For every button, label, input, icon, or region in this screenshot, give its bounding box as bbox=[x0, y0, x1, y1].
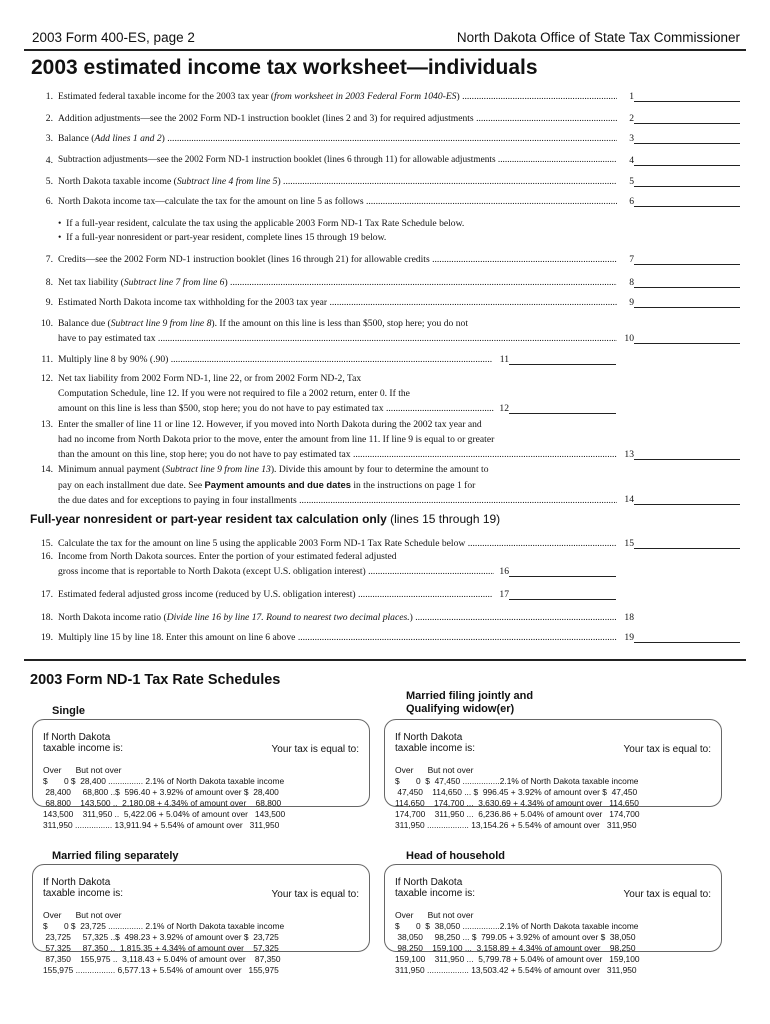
line-3-input[interactable] bbox=[634, 131, 740, 144]
bullet-nonresident: • If a full-year nonresident or part-year resident, complete lines 15 through 19 below. bbox=[58, 232, 387, 243]
schedule-single: If North Dakota taxable income is: Your tax is equal to: Over But not over $ 0 $ 28,400 ............... 2.1% of North Dakota taxable income 28,400 68,800 ..$ 596.40 + 3.92% of amount over $ 28,400 68,800 143,500 .. 2,180.08 + 4.34% of amount over 68,800 143,500 311,950 .. 5,422.06 + 5.04% of amount over 143,500 311,950 ................ 13,911.94 + 5.54% of amount over 311,950 bbox=[32, 719, 370, 807]
schedules-title: 2003 Form ND-1 Tax Rate Schedules bbox=[30, 672, 281, 688]
form-page-label: 2003 Form 400-ES, page 2 bbox=[32, 30, 195, 45]
table-row: 38,050 98,250 ... $ 799.05 + 3.92% of amount over $ 38,050 bbox=[395, 932, 636, 942]
line-16-input[interactable] bbox=[509, 564, 616, 577]
schedule-head-of-household-label: Head of household bbox=[402, 850, 509, 863]
top-rule bbox=[24, 49, 746, 51]
worksheet-line-2: 2. Addition adjustments—see the 2002 Form ND-1 instruction booklet (lines 2 and 3) for required adjustments ..... 2 bbox=[30, 111, 745, 126]
worksheet-line-1: 1. Estimated federal taxable income for the 2003 tax year (from worksheet in 2003 Federal Form 1040-ES) ..... 1 bbox=[30, 89, 745, 104]
schedule-married-separate-label: Married filing separately bbox=[48, 850, 183, 863]
section-rule bbox=[24, 659, 746, 661]
table-row: $ 0 $ 47,450 ................2.1% of North Dakota taxable income bbox=[395, 776, 639, 786]
line-7-input[interactable] bbox=[634, 252, 740, 265]
table-row: 155,975 ................. 6,577.13 + 5.54% of amount over 155,975 bbox=[43, 965, 279, 975]
line-1-input[interactable] bbox=[634, 89, 740, 102]
line-5-input[interactable] bbox=[634, 174, 740, 187]
schedule-married-separate: If North Dakota taxable income is: Your tax is equal to: Over But not over $ 0 $ 23,725 ............... 2.1% of North Dakota taxable income 23,725 57,325 ..$ 498.23 + 3.92% of amount over $ 23,725 57,325 87,350 .. 1,815.35 + 4.34% of amount over 57,325 87,350 155,975 .. 3,118.43 + 5.04% of amount over 87,350 155,975 ................. 6,577.13 + 5.54% of amount over 155,975 bbox=[32, 864, 370, 952]
table-row: 87,350 155,975 .. 3,118.43 + 5.04% of amount over 87,350 bbox=[43, 954, 281, 964]
nonresident-section-heading: Full-year nonresident or part-year resident tax calculation only (lines 15 through 19) bbox=[30, 512, 501, 526]
worksheet-line-4: 4. Subtraction adjustments—see the 2002 Form ND-1 instruction booklet (lines 6 through 11) for allowable adjustments ..... 4 bbox=[30, 153, 745, 168]
worksheet-line-15: 15. Calculate the tax for the amount on line 5 using the applicable 2003 Form ND-1 Tax Rate Schedule below ..... 15 bbox=[30, 536, 745, 551]
line-10-input[interactable] bbox=[634, 331, 740, 344]
table-row: 143,500 311,950 .. 5,422.06 + 5.04% of amount over 143,500 bbox=[43, 809, 286, 819]
table-row: $ 0 $ 23,725 ............... 2.1% of North Dakota taxable income bbox=[43, 921, 285, 931]
worksheet-line-11: 11. Multiply line 8 by 90% (.90) ..... 11 bbox=[30, 352, 745, 367]
worksheet-line-19: 19. Multiply line 15 by line 18. Enter this amount on line 6 above ..... 19 bbox=[30, 630, 745, 645]
line-11-input[interactable] bbox=[509, 352, 616, 365]
table-row: 174,700 311,950 ... 6,236.86 + 5.04% of amount over 174,700 bbox=[395, 809, 640, 819]
table-row: 47,450 114,650 ... $ 996.45 + 3.92% of amount over $ 47,450 bbox=[395, 787, 638, 797]
line-13-input[interactable] bbox=[634, 447, 740, 460]
table-row: $ 0 $ 38,050 ................2.1% of North Dakota taxable income bbox=[395, 921, 639, 931]
schedule-married-joint-label: Married filing jointly and Qualifying widow(er) bbox=[402, 690, 537, 716]
schedule-single-label: Single bbox=[48, 705, 89, 718]
schedule-married-joint: If North Dakota taxable income is: Your tax is equal to: Over But not over $ 0 $ 47,450 ................2.1% of North Dakota taxable income 47,450 114,650 ... $ 996.45 + 3.92% of amount over $ 47,450 114,650 174,700 ... 3,630.69 + 4.34% of amount over 114,650 174,700 311,950 ... 6,236.86 + 5.04% of amount over 174,700 311,950 .................. 13,154.26 + 5.54% of amount over 311,950 bbox=[384, 719, 722, 807]
line-14-input[interactable] bbox=[634, 492, 740, 505]
table-row: 311,950 ................ 13,911.94 + 5.54% of amount over 311,950 bbox=[43, 820, 280, 830]
worksheet-line-18: 18. North Dakota income ratio (Divide line 16 by line 17. Round to nearest two decimal places.) ..... 18 bbox=[30, 610, 745, 625]
agency-name: North Dakota Office of State Tax Commissioner bbox=[456, 30, 740, 45]
worksheet-line-6: 6. North Dakota income tax—calculate the tax for the amount on line 5 as follows ..... 6 bbox=[30, 194, 745, 209]
table-row: 57,325 87,350 .. 1,815.35 + 4.34% of amount over 57,325 bbox=[43, 943, 279, 953]
schedule-head-of-household: If North Dakota taxable income is: Your tax is equal to: Over But not over $ 0 $ 38,050 ................2.1% of North Dakota taxable income 38,050 98,250 ... $ 799.05 + 3.92% of amount over $ 38,050 98,250 159,100 ... 3,158.89 + 4.34% of amount over 98,250 159,100 311,950 ... 5,799.78 + 5.04% of amount over 159,100 311,950 .................. 13,503.42 + 5.54% of amount over 311,950 bbox=[384, 864, 722, 952]
bullet-resident: • If a full-year resident, calculate the tax using the applicable 2003 Form ND-1 Tax Rate Schedule below. bbox=[58, 218, 465, 229]
line-2-input[interactable] bbox=[634, 111, 740, 124]
line-17-input[interactable] bbox=[509, 587, 616, 600]
table-row: 28,400 68,800 ..$ 596.40 + 3.92% of amount over $ 28,400 bbox=[43, 787, 279, 797]
table-row: 159,100 311,950 ... 5,799.78 + 5.04% of amount over 159,100 bbox=[395, 954, 640, 964]
page-title: 2003 estimated income tax worksheet—individuals bbox=[31, 56, 538, 79]
worksheet-line-3: 3. Balance (Add lines 1 and 2) ..... 3 bbox=[30, 131, 745, 146]
table-row: 23,725 57,325 ..$ 498.23 + 3.92% of amount over $ 23,725 bbox=[43, 932, 279, 942]
table-row: 68,800 143,500 .. 2,180.08 + 4.34% of amount over 68,800 bbox=[43, 798, 282, 808]
worksheet-line-17: 17. Estimated federal adjusted gross income (reduced by U.S. obligation interest) ..... 17 bbox=[30, 587, 745, 602]
line-19-input[interactable] bbox=[634, 630, 740, 643]
line-15-input[interactable] bbox=[634, 536, 740, 549]
table-row: 311,950 .................. 13,154.26 + 5.54% of amount over 311,950 bbox=[395, 820, 637, 830]
table-row: 98,250 159,100 ... 3,158.89 + 4.34% of amount over 98,250 bbox=[395, 943, 636, 953]
worksheet-line-9: 9. Estimated North Dakota income tax withholding for the 2003 tax year ..... 9 bbox=[30, 295, 745, 310]
line-12-input[interactable] bbox=[509, 401, 616, 414]
table-row: 114,650 174,700 ... 3,630.69 + 4.34% of amount over 114,650 bbox=[395, 798, 639, 808]
line-4-input[interactable] bbox=[634, 153, 740, 166]
worksheet-line-8: 8. Net tax liability (Subtract line 7 from line 6) ..... 8 bbox=[30, 275, 745, 290]
worksheet-line-7: 7. Credits—see the 2002 Form ND-1 instruction booklet (lines 16 through 21) for allowable credits ..... 7 bbox=[30, 252, 745, 267]
table-row: 311,950 .................. 13,503.42 + 5.54% of amount over 311,950 bbox=[395, 965, 637, 975]
line-6-input[interactable] bbox=[634, 194, 740, 207]
worksheet-line-5: 5. North Dakota taxable income (Subtract line 4 from line 5) ..... 5 bbox=[30, 174, 745, 189]
line-9-input[interactable] bbox=[634, 295, 740, 308]
line-8-input[interactable] bbox=[634, 275, 740, 288]
table-row: $ 0 $ 28,400 ............... 2.1% of North Dakota taxable income bbox=[43, 776, 285, 786]
